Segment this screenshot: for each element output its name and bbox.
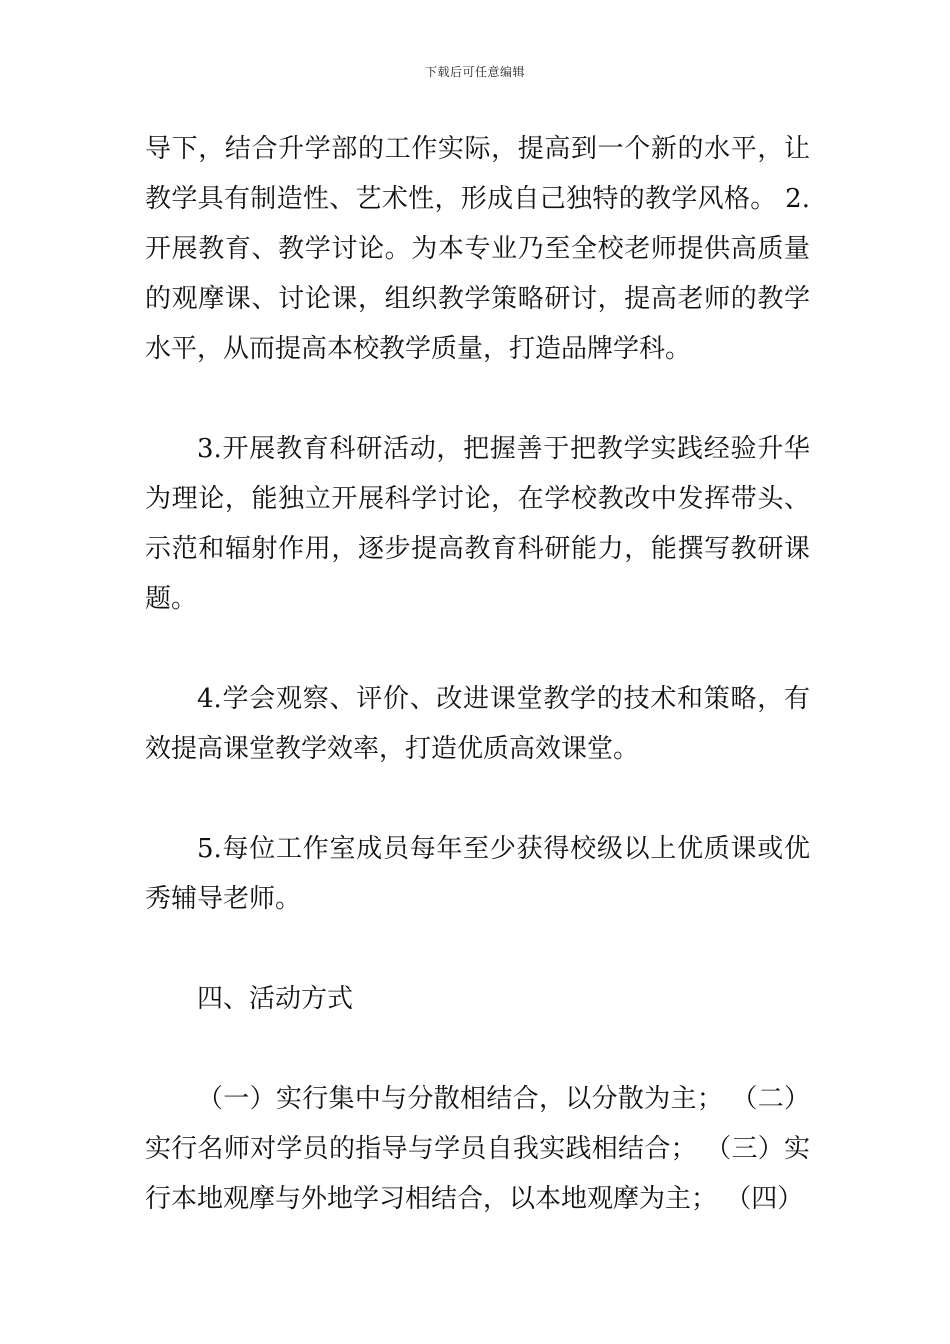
paragraph-item-5: 5.每位工作室成员每年至少获得校级以上优质课或优秀辅导老师。: [145, 834, 810, 914]
paragraph-item-4: 4.学会观察、评价、改进课堂教学的技术和策略，有效提高课堂教学效率，打造优质高效课堂。: [145, 684, 810, 764]
paragraph-item-3: 3.开展教育科研活动，把握善于把教学实践经验升华为理论，能独立开展科学讨论，在学校教改中发挥带头、示范和辐射作用，逐步提高教育科研能力，能撰写教研课题。: [145, 434, 810, 614]
paragraph-continuation: 导下，结合升学部的工作实际，提高到一个新的水平，让教学具有制造性、艺术性，形成自己独特的教学风格。 2.开展教育、教学讨论。为本专业乃至全校老师提供高质量的观摩课、讨论课，组织教学策略研讨，提高老师的教学水平，从而提高本校教学质量，打造品牌学科。: [145, 134, 810, 364]
page-header: 下载后可任意编辑: [424, 65, 525, 79]
paragraph-activity-methods: （一）实行集中与分散相结合，以分散为主； （二）实行名师对学员的指导与学员自我实践相结合； （三）实行本地观摩与外地学习相结合，以本地观摩为主； （四）: [145, 1084, 810, 1214]
section-heading-activity-methods: 四、活动方式: [197, 984, 354, 1014]
document-body: [145, 124, 810, 1224]
